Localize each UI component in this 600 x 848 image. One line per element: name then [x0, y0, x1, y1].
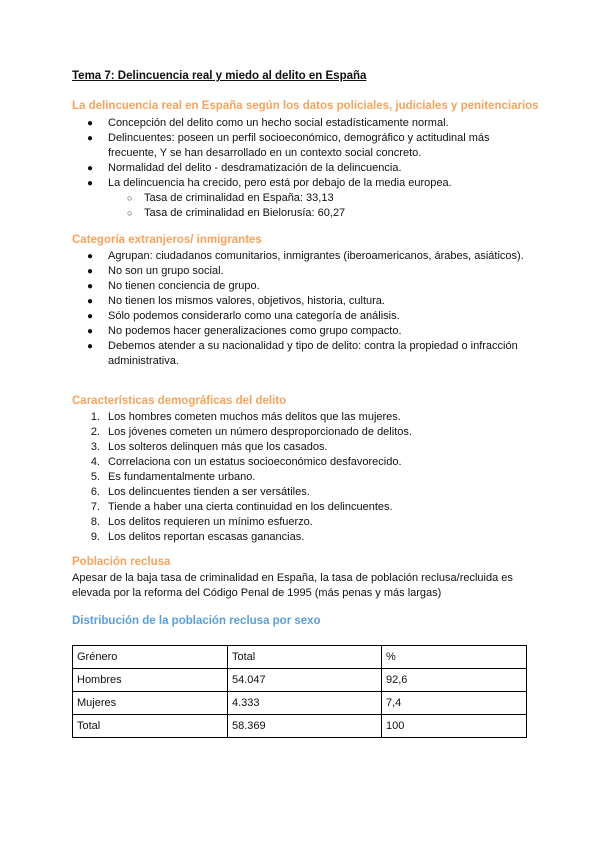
list-item: ○ Tasa de criminalidad en Bielorusía: 60,27 — [127, 207, 346, 219]
sub-bullet-list — [72, 191, 532, 221]
list-item: ● No podemos hacer generalizaciones como grupo compacto. — [87, 325, 402, 337]
section-heading-delincuencia-real: La delincuencia real en España según los datos policiales, judiciales y penitenciarios — [72, 100, 539, 112]
table-row — [73, 715, 527, 738]
list-item: ● La delincuencia ha crecido, pero está por debajo de la media europea. ○ Tasa de criminalidad en España: 33,13 ○ Tasa de criminalidad en Bielorusía: 60,27 — [72, 176, 532, 221]
bullet-icon: ● — [87, 281, 94, 292]
bullet-icon: ● — [87, 266, 94, 277]
numbered-list-caracteristicas — [72, 410, 532, 545]
list-item: ● Agrupan: ciudadanos comunitarios, inmigrantes (iberoamericanos, árabes, asiáticos). — [87, 250, 524, 262]
section-heading-caracteristicas: Características demográficas del delito — [72, 395, 287, 407]
list-item: ● Delincuentes: poseen un perfil socioeconómico, demográfico y actitudinal más frecuente, Y se han desarrollado en un contexto social concreto. — [87, 132, 490, 159]
bullet-icon: ● — [87, 326, 94, 337]
bullet-icon: ● — [87, 251, 94, 262]
table-header-cell: Total — [228, 646, 382, 669]
bullet-icon: ● — [87, 296, 94, 307]
list-item: ● Sólo podemos considerarlo como una categoría de análisis. — [87, 310, 400, 322]
table-cell: Total — [73, 715, 228, 738]
bullet-list-delincuencia-real — [72, 116, 532, 221]
list-item: 4. Correlaciona con un estatus socioeconómico desfavorecido. — [90, 456, 402, 468]
bullet-icon: ● — [87, 341, 94, 352]
list-item: ● Debemos atender a su nacionalidad y tipo de delito: contra la propiedad o infracción administrativa. — [87, 340, 518, 367]
list-item: 3. Los solteros delinquen más que los casados. — [90, 441, 328, 453]
list-item: 6. Los delincuentes tienden a ser versátiles. — [90, 486, 310, 498]
hollow-bullet-icon: ○ — [127, 208, 133, 218]
list-item: ● Concepción del delito como un hecho social estadísticamente normal. — [87, 117, 449, 129]
table-header-cell: % — [382, 646, 527, 669]
list-item: ● No son un grupo social. — [87, 265, 224, 277]
table-cell: 92,6 — [382, 669, 527, 692]
list-item: ● Normalidad del delito - desdramatización de la delincuencia. — [87, 162, 402, 174]
section-heading-poblacion-reclusa: Población reclusa — [72, 556, 171, 568]
section-heading-distribucion: Distribución de la población reclusa por sexo — [72, 615, 321, 627]
table-cell: 58.369 — [228, 715, 382, 738]
list-item: 7. Tiende a haber una cierta continuidad en los delincuentes. — [90, 501, 393, 513]
table-header-cell: Grénero — [73, 646, 228, 669]
list-item: ● No tienen conciencia de grupo. — [87, 280, 260, 292]
table-header-row — [73, 646, 527, 669]
table-cell: 100 — [382, 715, 527, 738]
table-cell: 54.047 — [228, 669, 382, 692]
bullet-list-extranjeros — [72, 249, 532, 369]
hollow-bullet-icon: ○ — [127, 193, 133, 203]
list-item: 1. Los hombres cometen muchos más delitos que las mujeres. — [90, 411, 401, 423]
table-row — [73, 692, 527, 715]
bullet-icon: ● — [87, 178, 94, 189]
paragraph-poblacion-reclusa: Apesar de la baja tasa de criminalidad en España, la tasa de población reclusa/recluida es elevada por la reforma del Código Penal de 1995 (más penas y más largas) — [72, 572, 513, 599]
bullet-icon: ● — [87, 118, 94, 129]
list-item: ● No tienen los mismos valores, objetivos, historia, cultura. — [87, 295, 385, 307]
population-table — [72, 645, 527, 738]
table-row — [73, 669, 527, 692]
list-item: 8. Los delitos requieren un mínimo esfuerzo. — [90, 516, 313, 528]
bullet-icon: ● — [87, 311, 94, 322]
list-item: 5. Es fundamentalmente urbano. — [90, 471, 256, 483]
list-item: ○ Tasa de criminalidad en España: 33,13 — [127, 192, 334, 204]
table-cell: 4.333 — [228, 692, 382, 715]
table-cell: Hombres — [73, 669, 228, 692]
page-title: Tema 7: Delincuencia real y miedo al delito en España — [72, 70, 367, 82]
list-item: 9. Los delitos reportan escasas ganancias. — [90, 531, 305, 543]
section-heading-extranjeros: Categoría extranjeros/ inmigrantes — [72, 234, 262, 246]
list-item: 2. Los jóvenes cometen un número desproporcionado de delitos. — [90, 426, 412, 438]
bullet-icon: ● — [87, 163, 94, 174]
table-cell: Mujeres — [73, 692, 228, 715]
bullet-icon: ● — [87, 133, 94, 144]
table-cell: 7,4 — [382, 692, 527, 715]
